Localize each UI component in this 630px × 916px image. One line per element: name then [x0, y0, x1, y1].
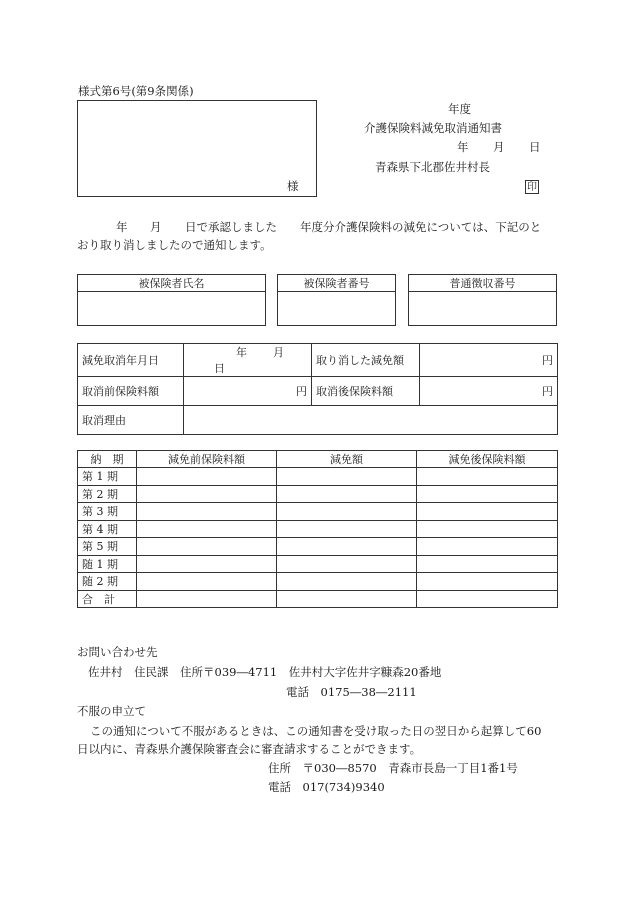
contact-address: 佐井村 住民課 住所〒039―4711 佐井村大字佐井字糠森20番地: [88, 665, 442, 679]
appeal-text-line2: 日以内に、青森県介護保険審査会に審査請求することができます。: [77, 742, 422, 756]
installment-label: 第 2 期: [78, 485, 137, 503]
issuer-name: 青森県下北郡佐井村長: [375, 160, 490, 174]
table-row: [78, 520, 558, 538]
installment-period-header: 納 期: [78, 451, 137, 468]
table-row: [78, 485, 558, 503]
recipient-suffix: 様: [287, 179, 299, 193]
before-reduction-header: 減免前保険料額: [137, 451, 277, 468]
cancel-reason-label: 取消理由: [78, 406, 184, 435]
insured-name-field: [78, 292, 266, 326]
collection-number-box: [408, 274, 557, 326]
installments-table: [77, 450, 558, 608]
cancel-date-month: 月: [273, 346, 284, 359]
insured-number-box: [277, 274, 396, 326]
insured-number-label: 被保険者番号: [278, 275, 396, 292]
body-month: 月: [150, 220, 162, 234]
cancel-date-day: 日: [214, 362, 225, 375]
installment-label: 第 3 期: [78, 503, 137, 521]
recipient-address-box: [77, 100, 317, 197]
collection-number-label: 普通徴収番号: [409, 275, 557, 292]
installment-label: 随 1 期: [78, 555, 137, 573]
appeal-text-line1: この通知について不服があるときは、この通知書を受け取った日の翌日から起算して60: [90, 724, 542, 738]
after-premium-label: 取消後保険料額: [312, 377, 420, 406]
table-row: [78, 555, 558, 573]
table-row: [78, 468, 558, 486]
installments-header-row: [78, 451, 558, 468]
installment-label: 第 4 期: [78, 520, 137, 538]
appeal-address: 住所 〒030―8570 青森市長島一丁目1番1号: [268, 761, 518, 775]
installment-label: 第 5 期: [78, 538, 137, 556]
appeal-title: 不服の申立て: [77, 704, 146, 718]
after-premium-value: 円: [420, 377, 558, 406]
cancellation-table: [77, 343, 558, 435]
cancel-date-label: 減免取消年月日: [78, 344, 184, 377]
appeal-phone: 電話 017(734)9340: [268, 780, 385, 794]
table-row: [78, 573, 558, 591]
table-row: [78, 538, 558, 556]
cancel-date-value: [184, 344, 312, 377]
before-premium-value: 円: [184, 377, 312, 406]
cancelled-amount-value: 円: [420, 344, 558, 377]
date-month: 月: [493, 140, 505, 154]
installment-label: 随 2 期: [78, 573, 137, 591]
year-label: 年度: [448, 102, 471, 116]
after-reduction-header: 減免後保険料額: [417, 451, 558, 468]
insured-name-box: [77, 274, 266, 326]
before-premium-label: 取消前保険料額: [78, 377, 184, 406]
document-title: 介護保険料減免取消通知書: [364, 121, 502, 135]
insured-number-field: [278, 292, 396, 326]
installment-label: 合 計: [78, 590, 137, 608]
cancel-date-year: 年: [236, 346, 247, 359]
date-year: 年: [457, 140, 469, 154]
contact-phone: 電話 0175―38―2111: [286, 685, 417, 699]
body-day-text: 日で承認しました: [185, 220, 277, 234]
table-row: [78, 503, 558, 521]
form-number: 様式第6号(第9条関係): [78, 84, 194, 98]
cancelled-amount-label: 取り消した減免額: [312, 344, 420, 377]
date-day: 日: [529, 140, 541, 154]
cancel-reason-value: [184, 406, 558, 435]
contact-title: お問い合わせ先: [77, 645, 158, 659]
table-row: [78, 590, 558, 608]
collection-number-field: [409, 292, 557, 326]
reduction-header: 減免額: [277, 451, 417, 468]
seal-mark: 印: [527, 182, 537, 193]
body-year: 年: [116, 220, 128, 234]
installment-label: 第 1 期: [78, 468, 137, 486]
body-line2: おり取り消しましたので通知します。: [77, 238, 272, 252]
insured-name-label: 被保険者氏名: [78, 275, 266, 292]
body-year-text: 年度分介護保険料の減免については、下記のと: [300, 220, 542, 234]
